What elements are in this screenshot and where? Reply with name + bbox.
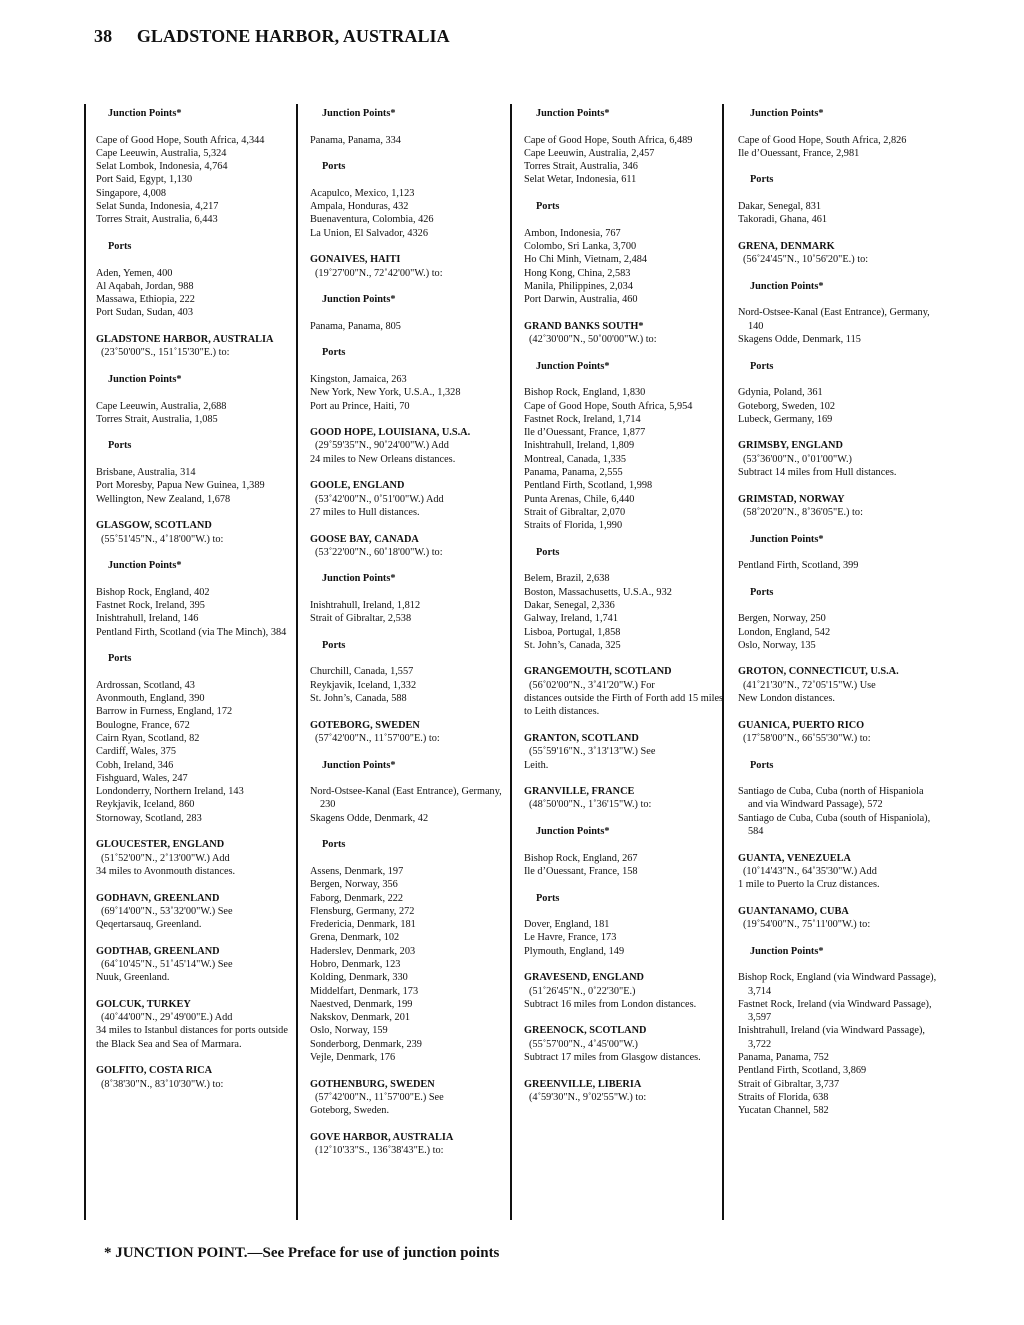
junction-points-heading: Junction Points* xyxy=(750,280,824,292)
distance-entry: Strait of Gibraltar, 3,737 xyxy=(738,1078,840,1090)
port-entry xyxy=(310,1078,510,1118)
port-name: GOVE HARBOR, AUSTRALIA xyxy=(310,1131,454,1143)
distance-entry: Santiago de Cuba, Cuba (south of Hispaniola), 584 xyxy=(738,812,931,838)
distance-entry: Panama, Panama, 334 xyxy=(310,134,401,146)
port-entry xyxy=(524,785,724,812)
distance-entry: Torres Strait, Australia, 6,443 xyxy=(96,214,218,226)
port-name: GRIMSTAD, NORWAY xyxy=(738,493,845,505)
distance-entry: Port Moresby, Papua New Guinea, 1,389 xyxy=(96,480,265,492)
distance-entry: Boston, Massachusetts, U.S.A., 932 xyxy=(524,586,672,598)
column-rule xyxy=(84,104,86,1220)
distance-entry: Barrow in Furness, England, 172 xyxy=(96,706,233,718)
distance-entry: Manila, Philippines, 2,034 xyxy=(524,280,633,292)
distance-entry: Massawa, Ethiopia, 222 xyxy=(96,294,195,306)
distance-entry: Reykjavik, Iceland, 860 xyxy=(96,799,195,811)
port-coordinates: (23˚50'00"S., 151˚15'30"E.) to: xyxy=(101,347,230,359)
distance-entry: Bishop Rock, England (via Windward Passage), 3,714 xyxy=(738,972,937,997)
distance-entry: Bishop Rock, England, 1,830 xyxy=(524,387,646,399)
distance-entry: Panama, Panama, 805 xyxy=(310,320,401,332)
distance-entry: Fredericia, Denmark, 181 xyxy=(310,919,416,931)
distance-entry: Strait of Gibraltar, 2,538 xyxy=(310,613,412,625)
distance-entry: Skagens Odde, Denmark, 115 xyxy=(738,334,861,346)
ports-heading: Ports xyxy=(750,759,774,771)
port-name: GOOD HOPE, LOUISIANA, U.S.A. xyxy=(310,427,471,439)
distance-entry: Selat Sunda, Indonesia, 4,217 xyxy=(96,201,219,213)
column-rule xyxy=(510,104,512,1220)
port-entry xyxy=(310,533,510,560)
port-note: 24 miles to New Orleans distances. xyxy=(310,453,456,465)
port-coordinates: (51˚52'00"N., 2˚13'00"W.) Add xyxy=(101,852,230,864)
port-entry xyxy=(524,732,724,772)
port-name: GUANTANAMO, CUBA xyxy=(738,905,849,917)
port-name: GOTEBORG, SWEDEN xyxy=(310,719,420,731)
page-header xyxy=(94,26,450,47)
column-2 xyxy=(310,104,510,1157)
distance-entry: Selat Lombok, Indonesia, 4,764 xyxy=(96,161,228,173)
port-entry xyxy=(738,439,938,479)
port-name: GRAVESEND, ENGLAND xyxy=(524,972,644,984)
distance-entry: Gdynia, Poland, 361 xyxy=(738,387,823,399)
distance-entry: Dakar, Senegal, 2,336 xyxy=(524,599,615,611)
page-title: GLADSTONE HARBOR, AUSTRALIA xyxy=(136,26,450,46)
distance-entry: Port Darwin, Australia, 460 xyxy=(524,294,638,306)
footer-note: * JUNCTION POINT.—See Preface for use of junction points xyxy=(104,1245,500,1261)
port-note: distances outside the Firth of Forth add 15 miles to Leith distances. xyxy=(524,693,724,718)
port-name: GLASGOW, SCOTLAND xyxy=(96,520,212,532)
distance-entry: Cairn Ryan, Scotland, 82 xyxy=(96,732,200,744)
port-coordinates: (8˚38'30"N., 83˚10'30"W.) to: xyxy=(101,1078,224,1090)
distance-entry: Inishtrahull, Ireland, 1,809 xyxy=(524,440,635,452)
distance-entry: Oslo, Norway, 135 xyxy=(738,639,816,651)
port-coordinates: (56˚02'00"N., 3˚41'20"W.) For xyxy=(529,679,655,691)
junction-points-heading: Junction Points* xyxy=(750,533,824,545)
distance-entry: Buenaventura, Colombia, 426 xyxy=(310,214,434,226)
port-entry xyxy=(96,945,296,985)
distance-entry: Wellington, New Zealand, 1,678 xyxy=(96,493,231,505)
distance-entry: Fishguard, Wales, 247 xyxy=(96,772,188,784)
port-coordinates: (53˚22'00"N., 60˚18'00"W.) to: xyxy=(315,546,443,558)
port-entry xyxy=(96,519,296,546)
port-name: GOOLE, ENGLAND xyxy=(310,480,405,492)
port-coordinates: (57˚42'00"N., 11˚57'00"E.) to: xyxy=(315,732,440,744)
port-entry xyxy=(96,892,296,932)
port-entry xyxy=(738,905,938,932)
port-name: GRANVILLE, FRANCE xyxy=(524,786,635,798)
ports-heading: Ports xyxy=(108,440,132,452)
port-coordinates: (56˚24'45"N., 10˚56'20"E.) to: xyxy=(743,254,869,266)
port-name: GODTHAB, GREENLAND xyxy=(96,945,220,957)
distance-entry: Avonmouth, England, 390 xyxy=(96,693,205,705)
distance-entry: Colombo, Sri Lanka, 3,700 xyxy=(524,240,637,252)
ports-heading: Ports xyxy=(322,639,346,651)
distance-entry: Cobh, Ireland, 346 xyxy=(96,759,174,771)
port-name: GROTON, CONNECTICUT, U.S.A. xyxy=(738,666,899,678)
distance-entry: Nord-Ostsee-Kanal (East Entrance), Germany, 230 xyxy=(310,786,502,811)
port-name: GREENOCK, SCOTLAND xyxy=(524,1025,647,1037)
column-1 xyxy=(96,104,296,1091)
distance-entry: St. John’s, Canada, 588 xyxy=(310,693,407,705)
port-name: GOOSE BAY, CANADA xyxy=(310,533,419,545)
port-coordinates: (55˚57'00"N., 4˚45'00"W.) xyxy=(529,1038,638,1050)
distance-entry: Plymouth, England, 149 xyxy=(524,945,625,957)
port-entry xyxy=(524,1024,724,1064)
port-entry xyxy=(738,493,938,520)
distance-entry: Cape of Good Hope, South Africa, 6,489 xyxy=(524,134,693,146)
distance-entry: Grena, Denmark, 102 xyxy=(310,932,400,944)
port-note: Subtract 17 miles from Glasgow distances. xyxy=(524,1052,701,1064)
distance-entry: Bergen, Norway, 356 xyxy=(310,879,398,891)
distance-entry: Nakskov, Denmark, 201 xyxy=(310,1012,410,1024)
distance-entry: Santiago de Cuba, Cuba (north of Hispaniola and via Windward Passage), 572 xyxy=(738,786,924,811)
distance-entry: Cape Leeuwin, Australia, 2,457 xyxy=(524,147,655,159)
port-entry xyxy=(738,665,938,705)
distance-entry: Reykjavik, Iceland, 1,332 xyxy=(310,679,417,691)
column-rule xyxy=(296,104,298,1220)
distance-entry: London, England, 542 xyxy=(738,626,831,638)
distance-entry: Al Aqabah, Jordan, 988 xyxy=(96,280,194,292)
port-note: Subtract 16 miles from London distances. xyxy=(524,998,697,1010)
ports-heading: Ports xyxy=(322,347,346,359)
page-number: 38 xyxy=(94,26,113,46)
distance-entry: Torres Strait, Australia, 346 xyxy=(524,161,638,173)
port-note: Leith. xyxy=(524,759,549,771)
distance-entry: Haderslev, Denmark, 203 xyxy=(310,945,416,957)
port-name: GREENVILLE, LIBERIA xyxy=(524,1078,642,1090)
distance-entry: Punta Arenas, Chile, 6,440 xyxy=(524,493,635,505)
distance-entry: Nord-Ostsee-Kanal (East Entrance), Germany, 140 xyxy=(738,307,930,332)
distance-entry: Dakar, Senegal, 831 xyxy=(738,201,822,213)
distance-entry: Port Sudan, Sudan, 403 xyxy=(96,307,193,319)
ports-heading: Ports xyxy=(750,360,774,372)
port-entry xyxy=(524,665,724,718)
distance-entry: Galway, Ireland, 1,741 xyxy=(524,613,618,625)
port-coordinates: (48˚50'00"N., 1˚36'15"W.) to: xyxy=(529,799,652,811)
distance-entry: Middelfart, Denmark, 173 xyxy=(310,985,419,997)
distance-entry: Inishtrahull, Ireland (via Windward Passage), 3,722 xyxy=(738,1025,925,1050)
port-coordinates: (64˚10'45"N., 51˚45'14"W.) See xyxy=(101,959,233,970)
junction-points-heading: Junction Points* xyxy=(322,759,396,771)
junction-points-heading: Junction Points* xyxy=(322,294,396,306)
ports-heading: Ports xyxy=(322,839,346,851)
port-coordinates: (4˚59'30"N., 9˚02'55"W.) to: xyxy=(529,1091,647,1103)
port-coordinates: (12˚10'33"S., 136˚38'43"E.) to: xyxy=(315,1145,444,1157)
distance-entry: Hong Kong, China, 2,583 xyxy=(524,267,631,279)
port-coordinates: (42˚30'00"N., 50˚00'00"W.) to: xyxy=(529,334,657,346)
port-note: New London distances. xyxy=(738,693,835,705)
ports-heading: Ports xyxy=(536,546,560,558)
junction-points-heading: Junction Points* xyxy=(536,826,610,838)
port-entry xyxy=(96,838,296,878)
port-entry xyxy=(310,1131,510,1158)
distance-entry: Straits of Florida, 638 xyxy=(738,1091,829,1103)
port-entry xyxy=(524,971,724,1011)
distance-entry: Fastnet Rock, Ireland, 395 xyxy=(96,599,205,611)
distance-entry: Hobro, Denmark, 123 xyxy=(310,959,401,970)
port-coordinates: (69˚14'00"N., 53˚32'00"W.) See xyxy=(101,905,233,917)
port-entry xyxy=(524,320,724,347)
distance-entry: New York, New York, U.S.A., 1,328 xyxy=(310,387,461,399)
port-name: GRAND BANKS SOUTH* xyxy=(524,320,644,332)
port-coordinates: (53˚42'00"N., 0˚51'00"W.) Add xyxy=(315,493,444,505)
distance-entry: Londonderry, Northern Ireland, 143 xyxy=(96,786,244,798)
port-coordinates: (10˚14'43"N., 64˚35'30"W.) Add xyxy=(743,865,877,877)
port-coordinates: (41˚21'30"N., 72˚05'15"W.) Use xyxy=(743,679,876,691)
distance-entry: Flensburg, Germany, 272 xyxy=(310,905,415,917)
distance-entry: Cape Leeuwin, Australia, 2,688 xyxy=(96,400,227,412)
port-name: GRIMSBY, ENGLAND xyxy=(738,440,843,452)
junction-points-heading: Junction Points* xyxy=(322,573,396,585)
port-entry xyxy=(738,719,938,746)
distance-entry: Bishop Rock, England, 402 xyxy=(96,586,210,598)
distance-entry: Belem, Brazil, 2,638 xyxy=(524,573,610,585)
distance-entry: Fastnet Rock, Ireland, 1,714 xyxy=(524,413,641,425)
distance-entry: Acapulco, Mexico, 1,123 xyxy=(310,187,415,199)
distance-entry: Panama, Panama, 752 xyxy=(738,1052,829,1064)
distance-entry: Torres Strait, Australia, 1,085 xyxy=(96,413,218,425)
port-coordinates: (19˚27'00"N., 72˚42'00"W.) to: xyxy=(315,267,443,279)
port-name: GUANTA, VENEZUELA xyxy=(738,852,851,864)
port-note: Subtract 14 miles from Hull distances. xyxy=(738,467,897,479)
port-note: Goteborg, Sweden. xyxy=(310,1105,390,1117)
port-coordinates: (55˚51'45"N., 4˚18'00"W.) to: xyxy=(101,533,224,545)
port-name: GOLFITO, COSTA RICA xyxy=(96,1065,213,1077)
junction-points-heading: Junction Points* xyxy=(108,373,182,385)
port-name: GRENA, DENMARK xyxy=(738,240,835,252)
port-name: GUANICA, PUERTO RICO xyxy=(738,719,865,731)
distance-entry: Pentland Firth, Scotland, 1,998 xyxy=(524,480,653,492)
distance-entry: Port au Prince, Haiti, 70 xyxy=(310,400,410,412)
port-coordinates: (17˚58'00"N., 66˚55'30"W.) to: xyxy=(743,732,871,744)
port-name: GODHAVN, GREENLAND xyxy=(96,892,220,904)
ports-heading: Ports xyxy=(536,201,560,213)
distance-entry: Inishtrahull, Ireland, 146 xyxy=(96,613,199,625)
distance-entry: Pentland Firth, Scotland, 3,869 xyxy=(738,1065,867,1077)
ports-heading: Ports xyxy=(750,174,774,186)
distance-entry: Assens, Denmark, 197 xyxy=(310,865,404,877)
ports-heading: Ports xyxy=(322,161,346,173)
distance-entry: Stornoway, Scotland, 283 xyxy=(96,812,202,824)
junction-points-heading: Junction Points* xyxy=(750,945,824,957)
port-name: GOTHENBURG, SWEDEN xyxy=(310,1078,435,1090)
port-coordinates: (19˚54'00"N., 75˚11'00"W.) to: xyxy=(743,919,871,931)
distance-entry: Pentland Firth, Scotland (via The Minch), 384 xyxy=(96,626,287,638)
distance-entry: Boulogne, France, 672 xyxy=(96,719,190,731)
junction-points-heading: Junction Points* xyxy=(108,560,182,572)
port-entry xyxy=(738,852,938,892)
port-note: 34 miles to Avonmouth distances. xyxy=(96,865,236,877)
distance-entry: Singapore, 4,008 xyxy=(96,187,167,199)
distance-entry: Selat Wetar, Indonesia, 611 xyxy=(524,174,637,186)
distance-entry: Pentland Firth, Scotland, 399 xyxy=(738,560,859,572)
ports-heading: Ports xyxy=(536,892,560,904)
distance-entry: Vejle, Denmark, 176 xyxy=(310,1052,396,1064)
column-4 xyxy=(738,104,938,1118)
distance-entry: Ardrossan, Scotland, 43 xyxy=(96,679,195,691)
junction-points-heading: Junction Points* xyxy=(322,108,396,119)
distance-entry: Panama, Panama, 2,555 xyxy=(524,467,623,479)
distance-entry: Ile d’Ouessant, France, 158 xyxy=(524,865,638,877)
distance-entry: Montreal, Canada, 1,335 xyxy=(524,453,627,465)
port-coordinates: (57˚42'00"N., 11˚57'00"E.) See xyxy=(315,1091,444,1103)
port-note: 27 miles to Hull distances. xyxy=(310,506,420,518)
column-3 xyxy=(524,104,724,1104)
distance-entry: Aden, Yemen, 400 xyxy=(96,267,173,279)
distance-entry: Oslo, Norway, 159 xyxy=(310,1025,388,1037)
port-name: GLADSTONE HARBOR, AUSTRALIA xyxy=(96,334,274,346)
distance-entry: Bishop Rock, England, 267 xyxy=(524,852,638,864)
distance-entry: Yucatan Channel, 582 xyxy=(738,1105,829,1117)
distance-entry: Ho Chi Minh, Vietnam, 2,484 xyxy=(524,254,648,266)
distance-entry: Ile d’Ouessant, France, 1,877 xyxy=(524,427,646,439)
distance-entry: Straits of Florida, 1,990 xyxy=(524,520,623,532)
port-note: 34 miles to Istanbul distances for ports outside the Black Sea and Sea of Marmara. xyxy=(96,1025,288,1050)
distance-entry: Cape of Good Hope, South Africa, 2,826 xyxy=(738,134,907,146)
distance-entry: Kingston, Jamaica, 263 xyxy=(310,373,407,385)
port-coordinates: (53˚36'00"N., 0˚01'00"W.) xyxy=(743,453,852,465)
port-coordinates: (29˚59'35"N., 90˚24'00"W.) Add xyxy=(315,440,449,452)
distance-entry: Le Havre, France, 173 xyxy=(524,932,617,944)
distance-entry: Bergen, Norway, 250 xyxy=(738,613,826,625)
port-entry xyxy=(310,426,510,466)
junction-points-heading: Junction Points* xyxy=(108,108,182,119)
port-name: GRANTON, SCOTLAND xyxy=(524,732,639,744)
junction-points-heading: Junction Points* xyxy=(750,108,824,119)
port-entry xyxy=(738,240,938,267)
port-entry xyxy=(96,1064,296,1091)
port-entry xyxy=(96,333,296,360)
distance-entry: Fastnet Rock, Ireland (via Windward Passage), 3,597 xyxy=(738,998,932,1024)
port-coordinates: (51˚26'45"N., 0˚22'30"E.) xyxy=(529,985,636,997)
port-name: GOLCUK, TURKEY xyxy=(96,998,191,1010)
distance-entry: Port Said, Egypt, 1,130 xyxy=(96,174,193,186)
port-coordinates: (40˚44'00"N., 29˚49'00"E.) Add xyxy=(101,1012,233,1024)
distance-entry: Lisboa, Portugal, 1,858 xyxy=(524,626,621,638)
port-entry xyxy=(524,1078,724,1105)
distance-entry: Brisbane, Australia, 314 xyxy=(96,467,196,479)
port-coordinates: (55˚59'16"N., 3˚13'13"W.) See xyxy=(529,746,656,758)
port-entry xyxy=(310,719,510,746)
distance-entry: Cardiff, Wales, 375 xyxy=(96,746,177,758)
distance-entry: Strait of Gibraltar, 2,070 xyxy=(524,506,626,518)
ports-heading: Ports xyxy=(750,586,774,598)
distance-entry: Lubeck, Germany, 169 xyxy=(738,413,833,425)
distance-entry: Ampala, Honduras, 432 xyxy=(310,201,409,213)
junction-points-heading: Junction Points* xyxy=(536,360,610,372)
distance-entry: Cape of Good Hope, South Africa, 4,344 xyxy=(96,134,265,146)
distance-entry: Goteborg, Sweden, 102 xyxy=(738,400,836,412)
port-entry xyxy=(96,998,296,1051)
port-name: GONAIVES, HAITI xyxy=(310,254,401,266)
port-name: GRANGEMOUTH, SCOTLAND xyxy=(524,666,672,678)
distance-entry: Churchill, Canada, 1,557 xyxy=(310,666,414,678)
port-note: Qeqertarsauq, Greenland. xyxy=(96,919,202,931)
distance-entry: Naestved, Denmark, 199 xyxy=(310,998,413,1010)
junction-points-heading: Junction Points* xyxy=(536,108,610,119)
distance-entry: Faborg, Denmark, 222 xyxy=(310,892,404,904)
distance-entry: Kolding, Denmark, 330 xyxy=(310,972,408,984)
distance-entry: La Union, El Salvador, 4326 xyxy=(310,227,428,239)
port-entry xyxy=(310,479,510,519)
distance-entry: Sonderborg, Denmark, 239 xyxy=(310,1038,422,1050)
distance-entry: Ambon, Indonesia, 767 xyxy=(524,227,621,239)
distance-entry: Inishtrahull, Ireland, 1,812 xyxy=(310,599,421,611)
ports-heading: Ports xyxy=(108,653,132,665)
distance-entry: Cape Leeuwin, Australia, 5,324 xyxy=(96,147,227,159)
distance-entry: Cape of Good Hope, South Africa, 5,954 xyxy=(524,400,693,412)
distance-entry: St. John’s, Canada, 325 xyxy=(524,639,621,651)
port-entry xyxy=(310,253,510,280)
port-note: Nuuk, Greenland. xyxy=(96,972,170,984)
distance-entry: Takoradi, Ghana, 461 xyxy=(738,214,828,226)
port-coordinates: (58˚20'20"N., 8˚36'05"E.) to: xyxy=(743,506,863,518)
ports-heading: Ports xyxy=(108,240,132,252)
distance-entry: Skagens Odde, Denmark, 42 xyxy=(310,812,429,824)
port-note: 1 mile to Puerto la Cruz distances. xyxy=(738,879,880,891)
port-name: GLOUCESTER, ENGLAND xyxy=(96,839,225,851)
distance-entry: Dover, England, 181 xyxy=(524,919,610,931)
distance-entry: Ile d’Ouessant, France, 2,981 xyxy=(738,147,860,159)
